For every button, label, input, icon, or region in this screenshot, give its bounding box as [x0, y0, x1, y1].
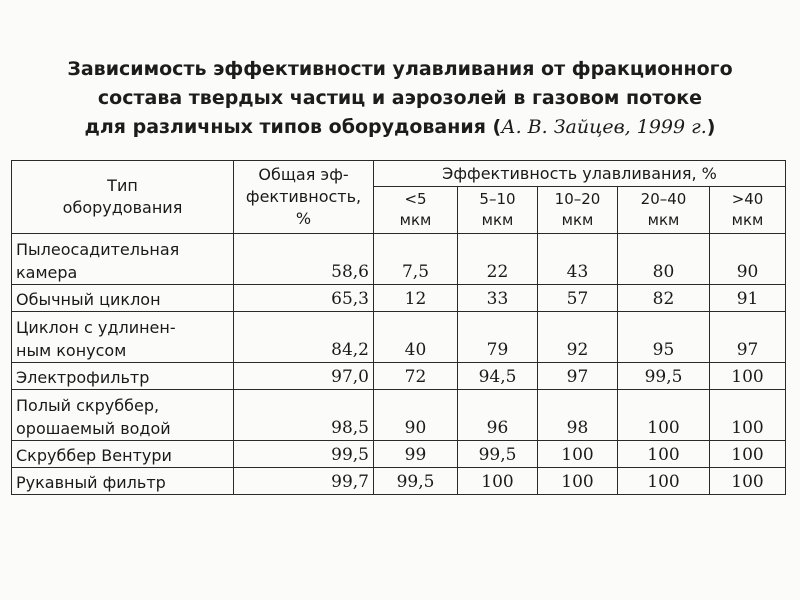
title-line-2: состава твердых частиц и аэрозолей в газовом потоке — [97, 87, 703, 109]
header-row-top — [12, 161, 786, 187]
fraction-value: 12 — [374, 285, 458, 312]
equipment-name: Электрофильтр — [12, 363, 234, 390]
fraction-value: 90 — [710, 234, 786, 285]
overall-value: 58,6 — [234, 234, 374, 285]
fraction-value: 33 — [458, 285, 538, 312]
fraction-value: 100 — [618, 441, 710, 468]
fraction-range: 20–40 — [640, 190, 687, 208]
equipment-name — [12, 390, 234, 441]
fraction-value: 22 — [458, 234, 538, 285]
header-fraction — [710, 187, 786, 234]
equipment-name-line1: Циклон с удлинен- — [16, 318, 176, 337]
overall-value: 98,5 — [234, 390, 374, 441]
equipment-name-line2: ным конусом — [16, 341, 127, 360]
header-fraction — [618, 187, 710, 234]
fraction-value: 92 — [538, 312, 618, 363]
table-row — [12, 234, 786, 285]
equipment-name: Скруббер Вентури — [12, 441, 234, 468]
equipment-name-line1: Полый скруббер, — [16, 396, 160, 415]
fraction-value: 97 — [710, 312, 786, 363]
overall-value: 97,0 — [234, 363, 374, 390]
fraction-value: 100 — [710, 441, 786, 468]
header-equipment-type-line1: Тип — [107, 176, 138, 195]
fraction-value: 99 — [374, 441, 458, 468]
fraction-value: 72 — [374, 363, 458, 390]
overall-value: 99,7 — [234, 468, 374, 495]
overall-value: 65,3 — [234, 285, 374, 312]
fraction-value: 100 — [538, 441, 618, 468]
fraction-value: 43 — [538, 234, 618, 285]
fraction-value: 95 — [618, 312, 710, 363]
fraction-unit: мкм — [399, 211, 432, 229]
table-row — [12, 363, 786, 390]
fraction-value: 7,5 — [374, 234, 458, 285]
fraction-value: 99,5 — [374, 468, 458, 495]
header-fraction — [538, 187, 618, 234]
header-overall-efficiency — [234, 161, 374, 234]
header-overall-line3: % — [295, 209, 312, 228]
header-capture-efficiency: Эффективность улавливания, % — [374, 161, 786, 187]
table-row — [12, 285, 786, 312]
equipment-name-line1: Пылеосадительная — [16, 240, 180, 259]
fraction-range: <5 — [404, 190, 427, 208]
fraction-value: 100 — [710, 363, 786, 390]
fraction-value: 94,5 — [458, 363, 538, 390]
fraction-value: 97 — [538, 363, 618, 390]
fraction-value: 90 — [374, 390, 458, 441]
fraction-value: 79 — [458, 312, 538, 363]
fraction-value: 98 — [538, 390, 618, 441]
table-row — [12, 312, 786, 363]
fraction-unit: мкм — [647, 211, 680, 229]
title-line-3-prefix: для различных типов оборудования ( — [84, 116, 502, 138]
title-line-3 — [0, 113, 800, 142]
header-fraction — [458, 187, 538, 234]
title-line-3-suffix: ) — [706, 116, 716, 138]
equipment-name-line2: камера — [16, 263, 78, 282]
fraction-value: 80 — [618, 234, 710, 285]
fraction-value: 100 — [538, 468, 618, 495]
table-row — [12, 441, 786, 468]
header-overall-line2: фективность, — [245, 187, 362, 206]
fraction-value: 100 — [458, 468, 538, 495]
equipment-name-line2: орошаемый водой — [16, 419, 171, 438]
fraction-value: 91 — [710, 285, 786, 312]
fraction-value: 100 — [710, 468, 786, 495]
table-row — [12, 390, 786, 441]
fraction-value: 99,5 — [618, 363, 710, 390]
fraction-value: 57 — [538, 285, 618, 312]
equipment-name — [12, 234, 234, 285]
fraction-unit: мкм — [481, 211, 514, 229]
title-citation: А. В. Зайцев, 1999 г. — [501, 116, 707, 138]
equipment-name — [12, 312, 234, 363]
fraction-unit: мкм — [561, 211, 594, 229]
overall-value: 84,2 — [234, 312, 374, 363]
header-overall-line1: Общая эф- — [258, 165, 349, 184]
equipment-name: Рукавный фильтр — [12, 468, 234, 495]
header-equipment-type-line2: оборудования — [62, 198, 183, 217]
fraction-value: 100 — [618, 468, 710, 495]
header-equipment-type — [12, 161, 234, 234]
equipment-name: Обычный циклон — [12, 285, 234, 312]
table-row — [12, 468, 786, 495]
fraction-unit: мкм — [731, 211, 764, 229]
overall-value: 99,5 — [234, 441, 374, 468]
table-title — [0, 55, 800, 142]
efficiency-table — [11, 160, 786, 495]
fraction-range: >40 — [731, 190, 764, 208]
title-line-1: Зависимость эффективности улавливания от фракционного — [67, 58, 733, 80]
fraction-value: 40 — [374, 312, 458, 363]
fraction-value: 96 — [458, 390, 538, 441]
fraction-value: 100 — [710, 390, 786, 441]
fraction-value: 99,5 — [458, 441, 538, 468]
fraction-range: 10–20 — [554, 190, 601, 208]
fraction-range: 5–10 — [479, 190, 516, 208]
fraction-value: 100 — [618, 390, 710, 441]
fraction-value: 82 — [618, 285, 710, 312]
header-fraction — [374, 187, 458, 234]
